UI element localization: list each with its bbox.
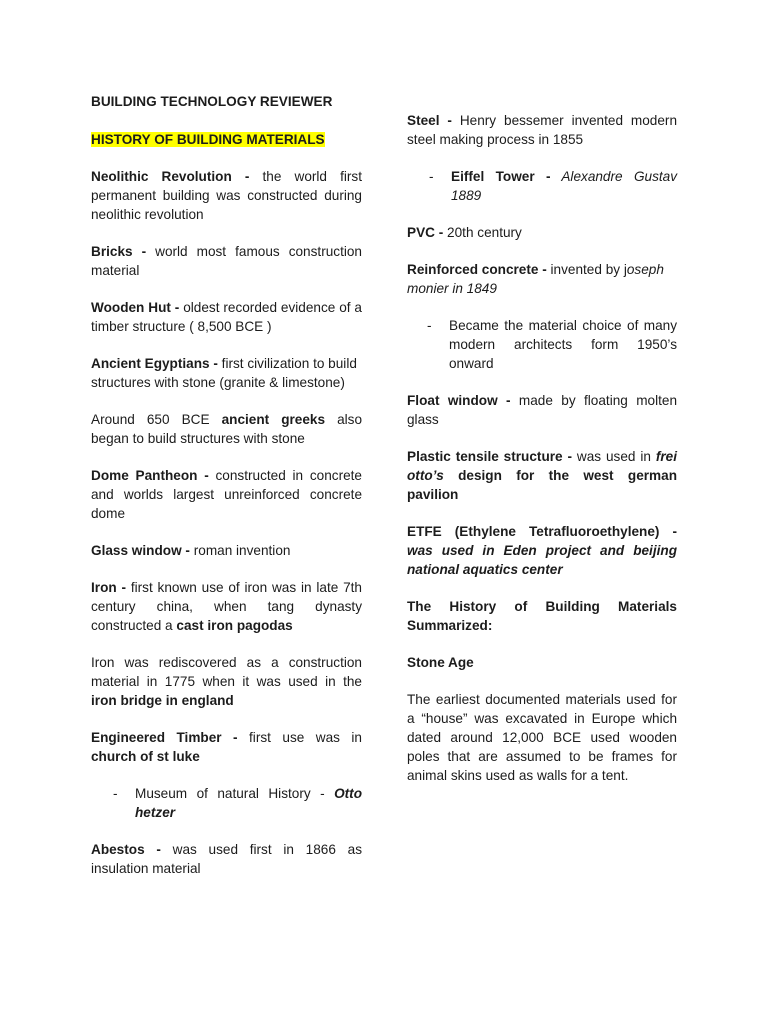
highlighted-heading: HISTORY OF BUILDING MATERIALS <box>91 132 325 147</box>
stone-age-text: The earliest documented materials used for a “house” was excavated in Europe which dated around 12,000 BCE used wooden poles that are assumed to be frames for animal skins used as walls for a tent. <box>407 692 677 783</box>
left-column <box>91 92 362 896</box>
entry-plastic-tensile: Plastic tensile structure - was used in frei otto’s design for the west german pavilion <box>407 449 677 502</box>
right-column <box>407 111 677 803</box>
entry-greeks: Around 650 BCE ancient greeks also began to build structures with stone <box>91 412 363 446</box>
entry-pantheon: Dome Pantheon - constructed in concrete and worlds largest unreinforced concrete dome <box>91 468 362 521</box>
entry-abestos: Abestos - was used first in 1866 as insulation material <box>91 842 362 876</box>
entry-iron-rediscovered: Iron was rediscovered as a construction material in 1775 when it was used in the iron bridge in england <box>91 655 362 708</box>
timber-bullet: - Museum of natural History - Otto hetzer <box>113 786 362 820</box>
entry-bricks: Bricks - world most famous construction material <box>91 244 362 278</box>
entry-reinforced-concrete: Reinforced concrete - invented by joseph monier in 1849 <box>407 262 664 296</box>
entry-etfe: ETFE (Ethylene Tetrafluoroethylene) - was used in Eden project and beijing national aquatics center <box>407 524 677 577</box>
entry-glass: Glass window - roman invention <box>91 543 291 558</box>
entry-float-window: Float window - made by floating molten glass <box>407 393 678 427</box>
entry-steel: Steel - Henry bessemer invented modern steel making process in 1855 <box>407 113 678 147</box>
reinforced-bullet: - Became the material choice of many modern architects form 1950’s onward <box>427 318 677 371</box>
entry-engineered-timber: Engineered Timber - first use was in church of st luke <box>91 730 362 764</box>
entry-neolithic: Neolithic Revolution - the world first permanent building was constructed during neolithic revolution <box>91 169 363 222</box>
entry-pvc: PVC - 20th century <box>407 225 522 240</box>
section-heading <box>91 130 362 149</box>
entry-wooden-hut: Wooden Hut - oldest recorded evidence of a timber structure ( 8,500 BCE ) <box>91 300 362 334</box>
document-title: BUILDING TECHNOLOGY REVIEWER <box>91 94 333 109</box>
entry-egyptians: Ancient Egyptians - first civilization to build structures with stone (granite & limestone) <box>91 356 357 390</box>
stone-age-heading: Stone Age <box>407 655 474 670</box>
eiffel-bullet: - Eiffel Tower - Alexandre Gustav 1889 <box>429 169 678 203</box>
entry-iron: Iron - first known use of iron was in late 7th century china, when tang dynasty constructed a cast iron pagodas <box>91 580 362 633</box>
summary-heading: The History of Building Materials Summarized: <box>407 599 677 633</box>
